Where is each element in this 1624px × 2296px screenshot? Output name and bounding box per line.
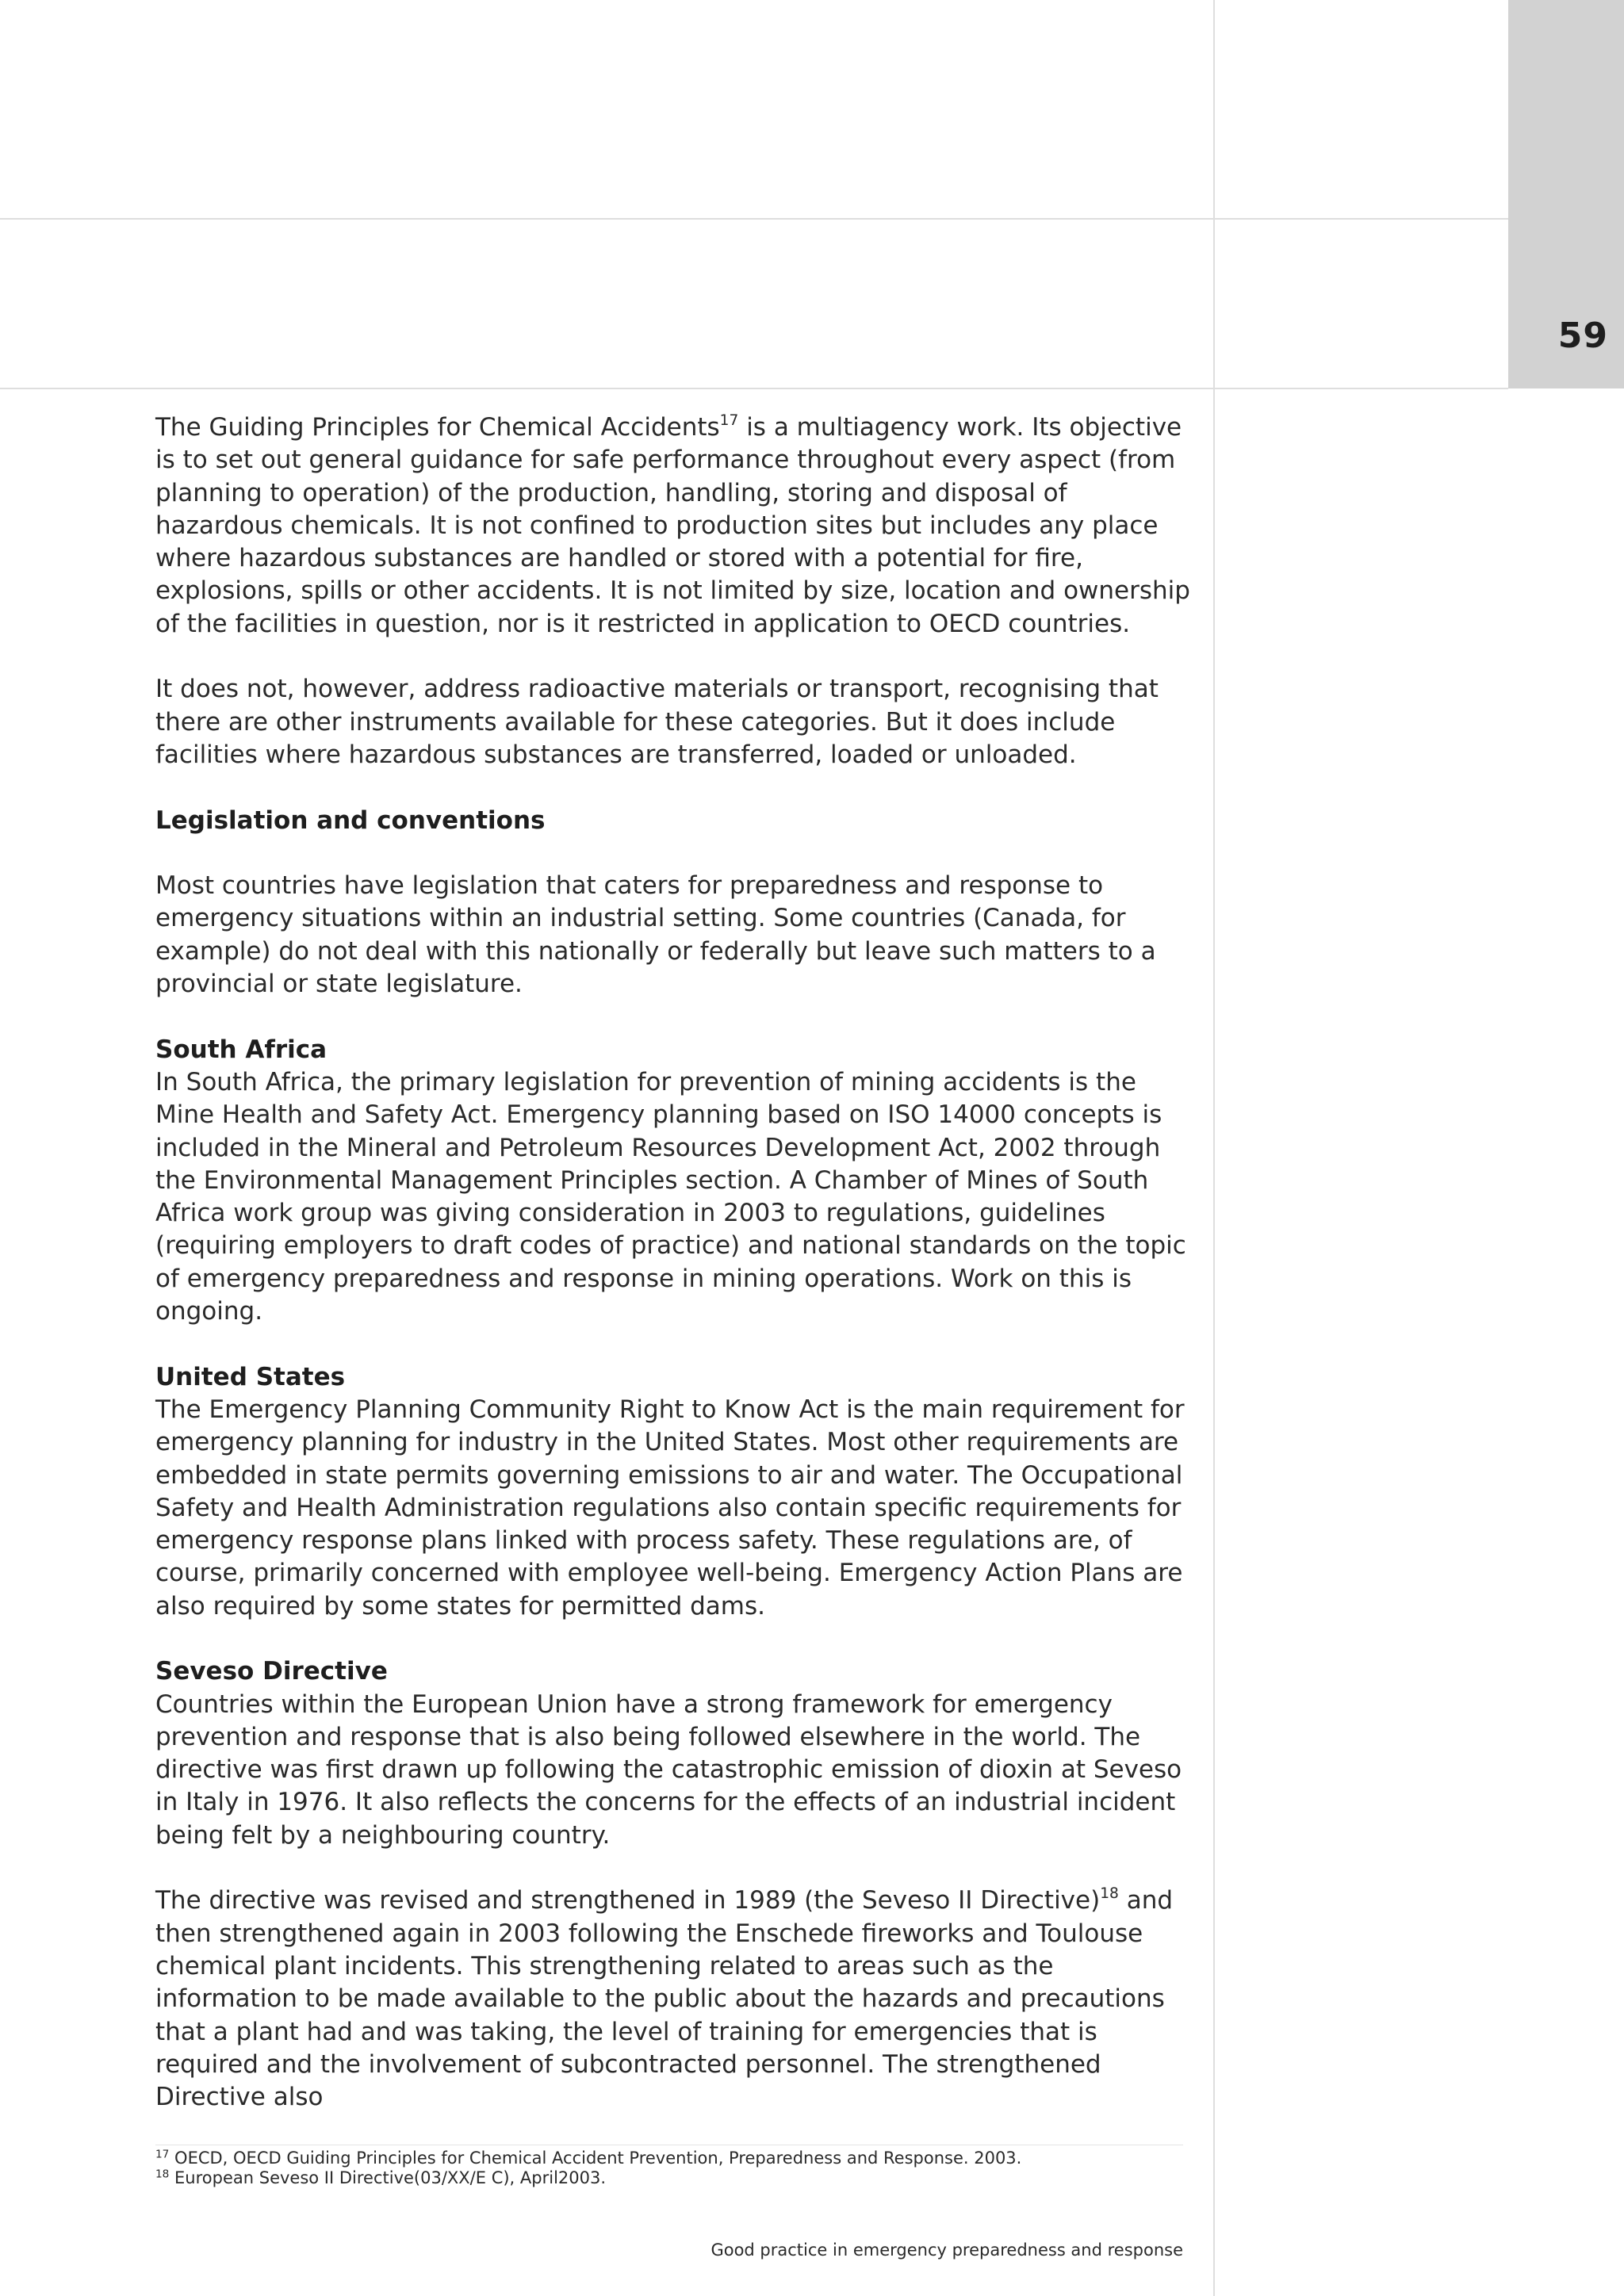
footnote: $^{18}$ European Seveso II Directive(03/XX/E C), April2003. <box>155 2168 607 2187</box>
paragraph: Most countries have legislation that caters for preparedness and response to emergency situations within an industrial setting. Some countries (Canada, for example) do not deal with this nationally or federally but leave such matters to a provincial or state legislature. <box>155 871 1156 999</box>
header-rule-bottom <box>0 388 1508 389</box>
paragraph: The Emergency Planning Community Right to Know Act is the main requirement for emergency planning for industry in the United States. Most other requirements are embedded in state permits governing emissions to air and water. The Occupational Safety and Health Administration regulations also contain specific requirements for emergency response plans linked with process safety. These regulations are, of course, primarily concerned with employee well-being. Emergency Action Plans are also required by some states for permitted dams. <box>155 1395 1185 1621</box>
paragraph: It does not, however, address radioactive materials or transport, recognising that there are other instruments available for these categories. But it does include facilities where hazardous substances are transferred, loaded or unloaded. <box>155 675 1159 769</box>
paragraph: Countries within the European Union have a strong framework for emergency prevention and response that is also being followed elsewhere in the world. The directive was first drawn up following the catastrophic emission of dioxin at Seveso in Italy in 1976. It also reflects the concerns for the effects of an industrial incident being felt by a neighbouring country. <box>155 1689 1182 1850</box>
paragraph: In South Africa, the primary legislation for prevention of mining accidents is the Mine Health and Safety Act. Emergency planning based on ISO 14000 concepts is included in the Mineral and Petroleum Resources Development Act, 2002 through the Environmental Management Principles section. A Chamber of Mines of South Africa work group was giving consideration in 2003 to regulations, guidelines (requiring employers to draft codes of practice) and national standards on the topic of emergency preparedness and response in mining operations. Work on this is ongoing. <box>155 1067 1186 1326</box>
subheading-south-africa: South Africa <box>155 1035 327 1064</box>
paragraph: The Guiding Principles for Chemical Accidents$^{17}$ is a multiagency work. Its objective is to set out general guidance for safe performance throughout every aspect (from planning to operation) of the production, handling, storing and disposal of hazardous chemicals. It is not confined to production sites but includes any place where hazardous substances are handled or stored with a potential for fire, explosions, spills or other accidents. It is not limited by size, location and ownership of the facilities in question, nor is it restricted in application to OECD countries. <box>155 411 1190 638</box>
footnotes <box>155 2149 1186 2188</box>
footnote-reference[interactable]: 18 <box>1100 1885 1119 1903</box>
page-number: 59 <box>1557 316 1608 356</box>
subheading-seveso-directive: Seveso Directive <box>155 1657 388 1686</box>
subheading-united-states: United States <box>155 1362 346 1391</box>
running-footer: Good practice in emergency preparedness and response <box>710 2241 1183 2260</box>
body-text <box>155 411 1201 2114</box>
header-rule-top <box>0 218 1508 220</box>
footnote-number: 18 <box>155 2168 170 2181</box>
footnote: $^{17}$ OECD, OECD Guiding Principles for Chemical Accident Prevention, Preparedness and Response. 2003. <box>155 2148 1022 2168</box>
footnote-reference[interactable]: 17 <box>719 411 739 429</box>
section-heading-legislation: Legislation and conventions <box>155 806 546 835</box>
paragraph: The directive was revised and strengthened in 1989 (the Seveso II Directive)$^{18}$ and then strengthened again in 2003 following the Enschede fireworks and Toulouse chemical plant incidents. This strengthening related to areas such as the information to be made available to the public about the hazards and precautions that a plant had and was taking, the level of training for emergencies that is required and the involvement of subcontracted personnel. The strengthened Directive also <box>155 1885 1174 2112</box>
column-rule <box>1213 0 1215 2296</box>
footnote-number: 17 <box>155 2148 170 2161</box>
